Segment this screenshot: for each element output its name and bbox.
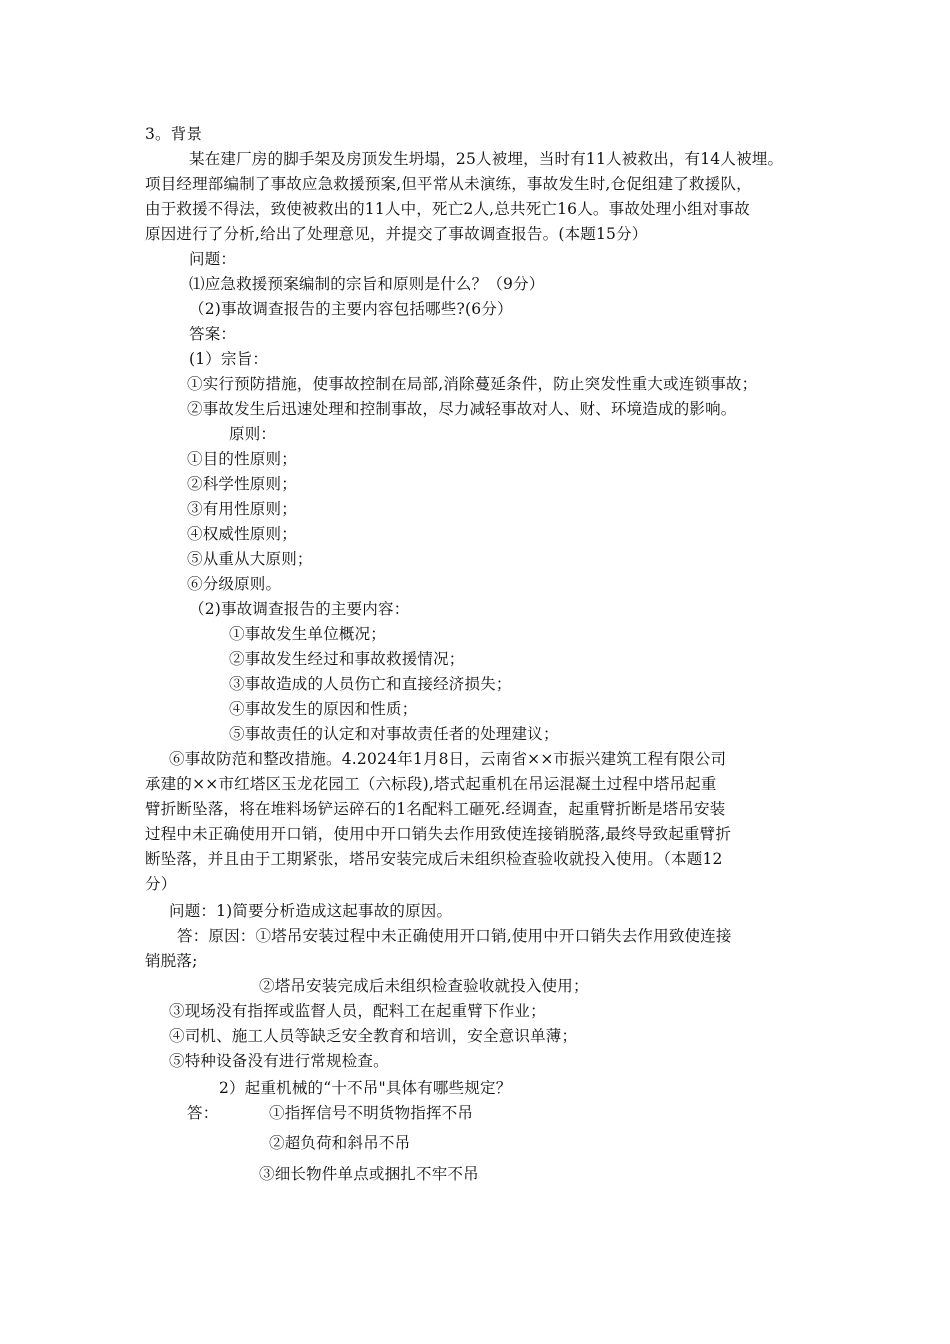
answer-item: ⑤事故责任的认定和对事故责任者的处理建议；: [229, 725, 559, 743]
answer-item: ②科学性原则；: [187, 475, 297, 493]
answer-item: ①目的性原则；: [187, 450, 297, 468]
answer-item: ①指挥信号不明货物指挥不吊: [269, 1104, 474, 1122]
answer-item: ②事故发生后迅速处理和控制事故，尽力减轻事故对人、财、环境造成的影响。: [187, 400, 737, 418]
answer-label: 答：: [187, 1104, 219, 1122]
case-paragraph-line: 臂折断坠落，将在堆料场铲运碎石的1名配料工砸死.经调查，起重臂折断是塔吊安装: [145, 800, 726, 818]
answer-item: ④权威性原则；: [187, 525, 297, 543]
answer-item: 答：原因：①塔吊安装过程中未正确使用开口销,使用中开口销失去作用致使连接: [177, 927, 732, 945]
background-paragraph-line: 由于救援不得法，致使被救出的11人中，死亡2人,总共死亡16人。事故处理小组对事故: [145, 200, 750, 218]
answer-item: ④司机、施工人员等缺乏安全教育和培训，安全意识单薄；: [169, 1027, 578, 1045]
answer-subheading: 原则：: [229, 425, 277, 443]
case-paragraph-line: ⑥事故防范和整改措施。4.2024年1月8日，云南省××市振兴建筑工程有限公司: [169, 750, 727, 768]
answer-item: ⑤特种设备没有进行常规检查。: [169, 1052, 389, 1070]
case-paragraph-line: 过程中未正确使用开口销，使用中开口销失去作用致使连接销脱落,最终导致起重臂折: [145, 825, 732, 843]
answer-item: ⑥分级原则。: [187, 575, 282, 593]
answer-item: ①事故发生单位概况；: [229, 625, 387, 643]
case-paragraph-line: 分）: [145, 875, 177, 893]
answer-item: ③事故造成的人员伤亡和直接经济损失；: [229, 675, 512, 693]
question-item: 2）起重机械的“十不吊"具体有哪些规定？: [219, 1079, 512, 1097]
background-paragraph-line: 某在建厂房的脚手架及房顶发生坍塌，25人被埋，当时有11人被救出，有14人被埋。: [189, 150, 784, 168]
case-paragraph-line: 断坠落，并且由于工期紧张，塔吊安装完成后未组织检查验收就投入使用。（本题12: [145, 850, 723, 868]
answer-item: ②事故发生经过和事故救援情况；: [229, 650, 465, 668]
answer-item: ③细长物件单点或捆扎不牢不吊: [259, 1165, 479, 1183]
answer-item: ②塔吊安装完成后未组织检查验收就投入使用；: [259, 977, 589, 995]
background-paragraph-line: 原因进行了分析,给出了处理意见，并提交了事故调查报告。(本题15分）: [145, 225, 648, 243]
question-item: 问题：1)简要分析造成这起事故的原因。: [169, 902, 453, 920]
background-paragraph-line: 项目经理部编制了事故应急救援预案,但平常从未演练，事故发生时,仓促组建了救援队，: [145, 175, 752, 193]
answer-item: ③有用性原则；: [187, 500, 297, 518]
answer-subheading: (1）宗旨：: [189, 350, 269, 368]
case-paragraph-line: 承建的××市红塔区玉龙花园工（六标段),塔式起重机在吊运混凝土过程中塔吊起重: [145, 775, 717, 793]
answer-item: ⑤从重从大原则；: [187, 550, 313, 568]
answer-subheading: （2)事故调查报告的主要内容：: [189, 600, 410, 618]
question-item: （2)事故调查报告的主要内容包括哪些?(6分）: [189, 300, 513, 318]
answer-item: ②超负荷和斜吊不吊: [269, 1134, 411, 1152]
answer-label: 答案：: [189, 325, 237, 343]
answer-item: ③现场没有指挥或监督人员，配料工在起重臂下作业；: [169, 1002, 546, 1020]
answer-item: ④事故发生的原因和性质；: [229, 700, 418, 718]
answer-item: ①实行预防措施，使事故控制在局部,消除蔓延条件，防止突发性重大或连锁事故；: [187, 375, 758, 393]
section-heading: 3。背景: [145, 125, 203, 143]
question-item: ⑴应急救援预案编制的宗旨和原则是什么？（9分）: [189, 275, 545, 293]
answer-item: 销脱落;: [145, 952, 198, 970]
question-label: 问题：: [189, 250, 237, 268]
